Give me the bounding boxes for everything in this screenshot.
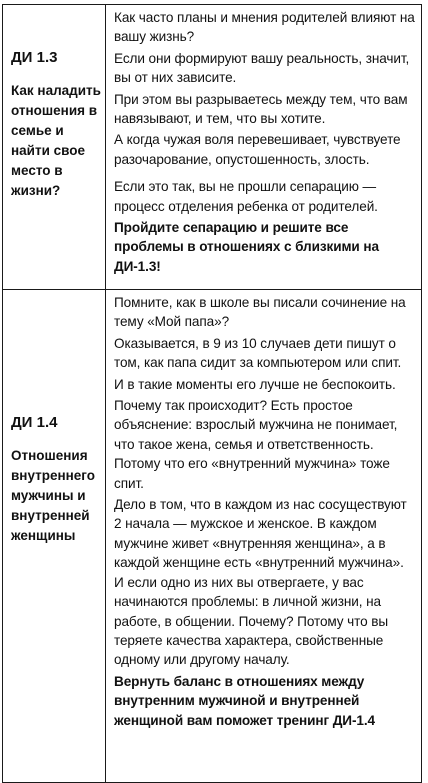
paragraph: Почему так происходит? Есть простое объяснение: взрослый мужчина не понимает, что такое жена, семья и ответственность. Потому что его «внутренний мужчина» тоже спит. [114,398,398,491]
table-row-di-1-3 [3,5,422,290]
paragraph: Дело в том, что в каждом из нас сосуществуют 2 начала — мужское и женское. В каждом мужчине живет «внутренняя женщина», а в каждой женщине есть «внутренний мужчина». И если одно из них вы отвергаете, у вас начинаются проблемы: в личной жизни, на работе, в общении. Почему? Потому что вы теряете качества характера, свойственные одному или другому началу. [114,497,407,668]
table-row-di-1-4 [3,290,422,783]
paragraph: При этом вы разрываетесь между тем, что вам навязывают, и тем, что вы хотите. [114,91,408,127]
topic-cell [3,290,106,783]
program-topic: Отношения внутреннего мужчины и внутренней женщины [11,448,95,543]
paragraph: И в такие моменты его лучше не беспокоить. [114,376,396,392]
description-cell [106,290,422,783]
program-code: ДИ 1.4 [11,414,58,431]
call-to-action: Пройдите сепарацию и решите все проблемы в отношениях с близкими на ДИ-1.3! [114,220,379,274]
paragraph: Если они формируют вашу реальность, значит, вы от них зависите. [114,50,410,86]
paragraph: Если это так, вы не прошли сепарацию — процесс отделения ребенка от родителей. [114,179,378,214]
paragraph: А когда чужая воля перевешивает, чувствуете разочарование, опустошенность, злость. [114,132,401,167]
description-cell [106,5,422,290]
program-code: ДИ 1.3 [11,49,58,66]
program-table [2,4,422,783]
call-to-action: Вернуть баланс в отношениях между внутренним мужчиной и внутренней женщиной вам поможет тренинг ДИ-1.4 [114,673,376,728]
paragraph: Оказывается, в 9 из 10 случаев дети пишут о том, как папа сидит за компьютером или спит. [114,335,402,371]
topic-cell [3,5,106,290]
paragraph: Как часто планы и мнения родителей влияют на вашу жизнь? [114,10,415,45]
program-topic: Как наладить отношения в семье и найти свое место в жизни? [11,83,101,198]
paragraph: Помните, как в школе вы писали сочинение на тему «Мой папа»? [114,295,406,330]
